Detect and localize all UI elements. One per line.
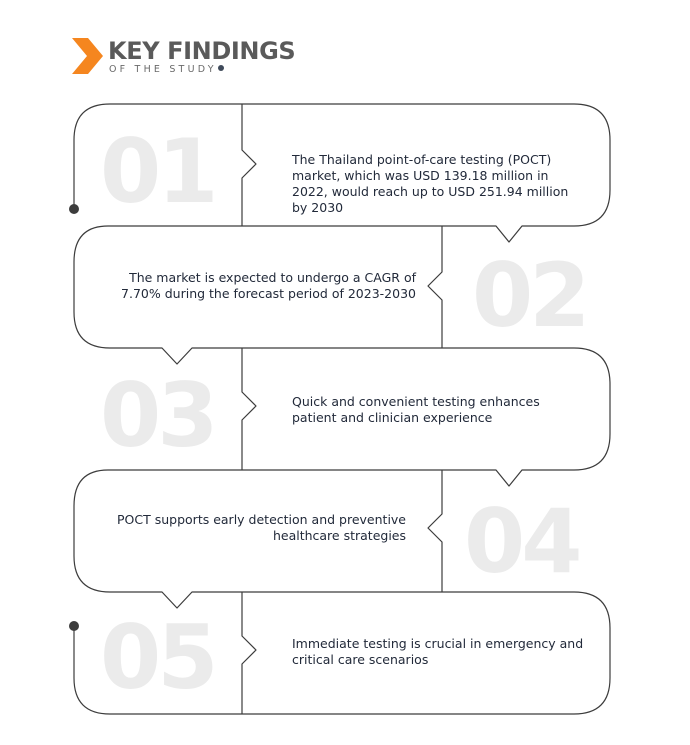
finding-text-04: POCT supports early detection and preventive healthcare strategies (117, 512, 406, 543)
finding-number-04: 04 (464, 490, 579, 593)
finding-number-01: 01 (100, 120, 215, 223)
finding-number-02: 02 (472, 244, 587, 347)
finding-text-01: The Thailand point-of-care testing (POCT) market, which was USD 139.18 million in 2022, would reach up to USD 251.94 million by 2030 (292, 152, 569, 215)
finding-number-05: 05 (100, 606, 215, 709)
finding-number-03: 03 (100, 364, 215, 467)
page-title: KEY FINDINGS (108, 37, 296, 65)
flow-start-dot-icon (69, 204, 79, 214)
page-subtitle-text: OF THE STUDY (109, 64, 217, 75)
finding-text-03: Quick and convenient testing enhances patient and clinician experience (292, 394, 540, 425)
finding-text-05: Immediate testing is crucial in emergency and critical care scenarios (292, 636, 584, 667)
finding-text-02: The market is expected to undergo a CAGR of 7.70% during the forecast period of 2023-2030 (121, 270, 416, 301)
flow-end-dot-icon (69, 621, 79, 631)
